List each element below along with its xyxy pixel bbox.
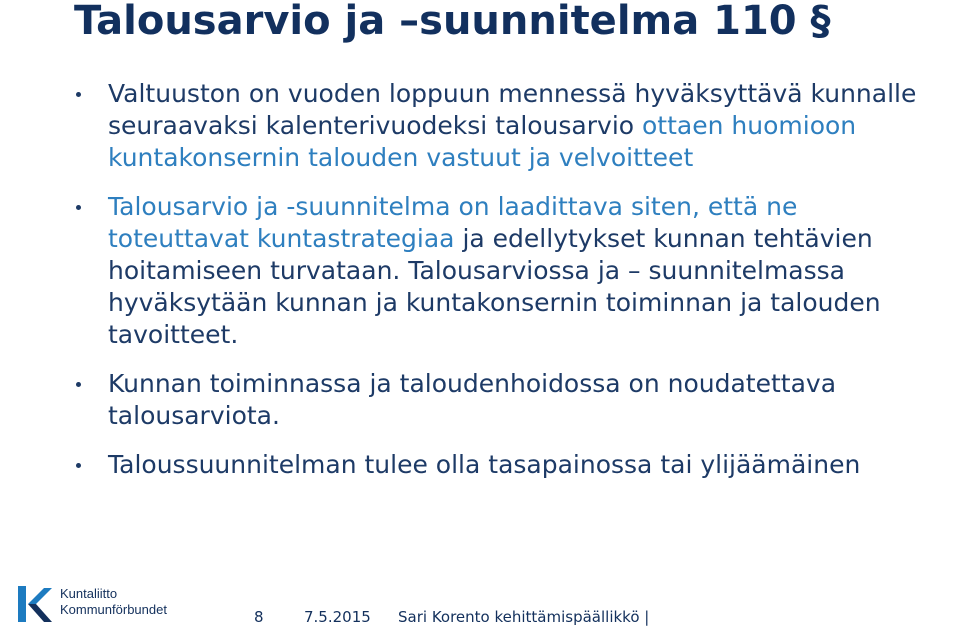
logo-line-2: Kommunförbundet <box>60 602 167 617</box>
bullet-text: ja edellytykset kunnan tehtävien hoitamiseen turvataan. Talousarviossa ja – suunnitelmassa hyväksytään kunnan ja kuntakonsernin toiminnan ja talouden tavoitteet. <box>108 224 881 349</box>
kuntaliitto-logo <box>14 582 214 626</box>
bullet-text: Taloussuunnitelman tulee olla tasapainossa tai ylijäämäinen <box>108 450 861 479</box>
bullet-item <box>74 78 934 174</box>
logo-line-1: Kuntaliitto <box>60 586 118 601</box>
bullet-text: Valtuuston on vuoden loppuun mennessä hyväksyttävä kunnalle seuraavaksi kalenterivuodeksi talousarvio <box>108 79 917 140</box>
bullet-list <box>74 78 934 498</box>
bullet-text-highlight: ottaen huomioon kuntakonsernin talouden vastuut ja velvoitteet <box>108 111 857 172</box>
slide-title: Talousarvio ja –suunnitelma 110 § <box>74 0 831 44</box>
page-number: 8 <box>254 608 264 626</box>
bullet-text-highlight: Talousarvio ja -suunnitelma on laadittava siten, että ne toteuttavat kuntastrategiaa <box>108 192 798 253</box>
slide-footer <box>0 580 960 644</box>
kuntaliitto-logo-icon <box>14 582 54 626</box>
footer-date: 7.5.2015 <box>304 608 371 626</box>
bullet-item <box>74 191 934 351</box>
bullet-item <box>74 449 934 481</box>
bullet-item <box>74 368 934 432</box>
logo-wordmark <box>60 586 167 618</box>
footer-author: Sari Korento kehittämispäällikkö | <box>398 608 650 626</box>
bullet-text: Kunnan toiminnassa ja taloudenhoidossa on noudatettava talousarviota. <box>108 369 837 430</box>
